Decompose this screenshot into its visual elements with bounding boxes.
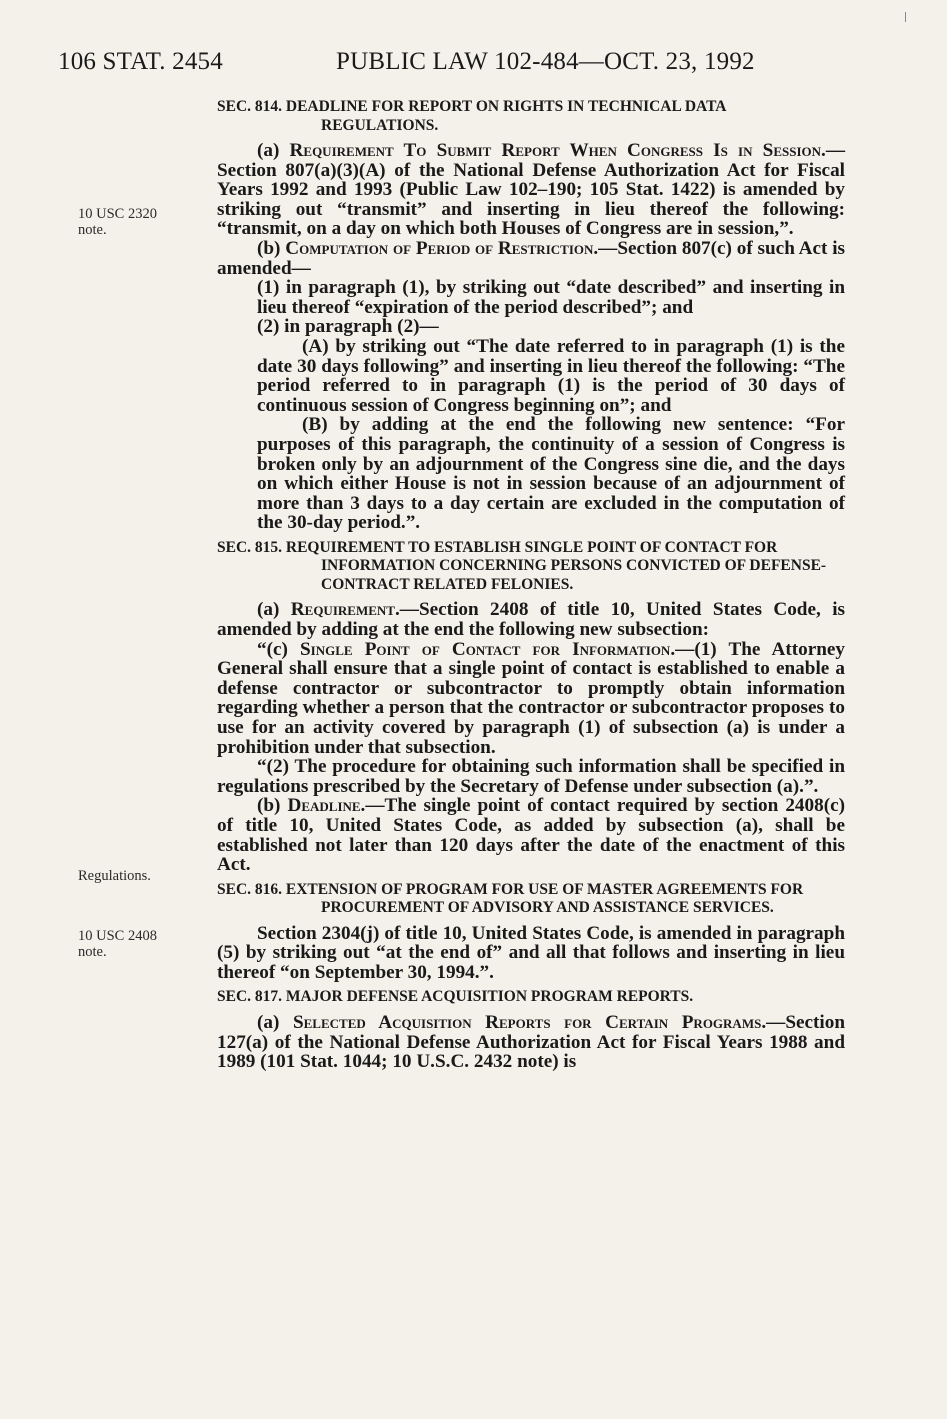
section-814-b-paragraph-2: (2) in paragraph (2)— [257, 316, 439, 338]
subsection-text: —(1) The Attorney General shall ensure that a single point of contact is established to enable a defense contractor or subcontractor to promptly obtain information regarding whether a person that the contractor or subcontractor proposes to use for an activity covered by paragraph (1) of subsection (a) is under a prohibition under that subsection. [217, 638, 846, 758]
margin-note-regulations [78, 868, 151, 884]
subsection-label: (a) [257, 1011, 293, 1033]
subsection-title: Selected Acquisition Reports for Certain Programs. [292, 1011, 767, 1033]
margin-note-citation: 10 USC 2408 [78, 928, 157, 944]
section-815-new-subsection-c [217, 640, 845, 758]
subsection-text: —Section 807(a)(3)(A) of the National Defense Authorization Act for Fiscal Years 1992 and 1993 (Public Law 102–190; 105 Stat. 1422) is amended by striking out “transmit” and inserting in lieu thereof the following: “transmit, on a day on which both Houses of Congress are in session,”. [217, 140, 845, 240]
section-815-subsection-b [217, 796, 845, 874]
subsection-label: “(c) [257, 638, 301, 660]
section-817-subsection-a [217, 1013, 845, 1072]
subsection-title: Requirement To Submit Report When Congress Is in Session. [289, 140, 826, 161]
section-815-c-paragraph-2: “(2) The procedure for obtaining such information shall be specified in regulations prescribed by the Secretary of Defense under subsection (a).”. [217, 756, 845, 797]
subsection-label: (a) [257, 140, 290, 161]
section-814-b-2-subparagraph-b: (B) by adding at the end the following new sentence: “For purposes of this paragraph, the continuity of a session of Congress is broken only by an adjournment of the Congress sine die, and the days on which either House is not in session because of an adjournment of more than 3 days to a day certain are excluded in the computation of the 30-day period.”. [257, 414, 845, 534]
subsection-text: —Section 2408 of title 10, United States Code, is amended by adding at the end the following new subsection: [217, 599, 845, 640]
section-816-text: Section 2304(j) of title 10, United States Code, is amended in paragraph (5) by striking out “at the end of” and all that follows and inserting in lieu thereof “on September 30, 1994.”. [217, 922, 845, 983]
section-815-heading: SEC. 815. REQUIREMENT TO ESTABLISH SINGLE POINT OF CONTACT FOR INFORMATION CONCERNING PERSONS CONVICTED OF DEFENSE-CONTRACT RELATED FELONIES. [217, 538, 827, 593]
document-body [217, 98, 845, 1072]
subsection-title: Deadline. [287, 795, 366, 817]
margin-note-10-usc-2408 [78, 928, 157, 960]
section-815-subsection-a [217, 600, 845, 639]
statute-page-number: 106 STAT. 2454 [58, 48, 223, 75]
section-814-heading: SEC. 814. DEADLINE FOR REPORT ON RIGHTS IN TECHNICAL DATA REGULATIONS. [217, 98, 726, 134]
section-814-b-2-subparagraph-a: (A) by striking out “The date referred to in paragraph (1) is the date 30 days following” and inserting in lieu thereof the following: “The period referred to in paragraph (1) is the period of 30 days of continuous session of Congress beginning on”; and [257, 335, 845, 416]
margin-note-label: Regulations. [78, 868, 151, 884]
subsection-label: (b) [257, 237, 286, 259]
subsection-text: —Section 807(c) of such Act is amended— [217, 237, 845, 279]
section-814-subsection-b [217, 239, 845, 278]
subsection-text: —Section 127(a) of the National Defense Authorization Act for Fiscal Years 1988 and 1989 (101 Stat. 1044; 10 U.S.C. 2432 note) is [217, 1011, 846, 1073]
public-law-citation: PUBLIC LAW 102-484—OCT. 23, 1992 [336, 48, 755, 75]
margin-note-citation: 10 USC 2320 [78, 206, 157, 222]
subsection-text: —The single point of contact required by section 2408(c) of title 10, United States Code, as added by subsection (a), shall be established not later than 120 days after the date of the enactment of this Act. [217, 795, 846, 876]
section-817-heading: SEC. 817. MAJOR DEFENSE ACQUISITION PROGRAM REPORTS. [217, 988, 694, 1006]
section-814-b-paragraph-1: (1) in paragraph (1), by striking out “date described” and inserting in lieu thereof “expiration of the period described”; and [257, 277, 845, 318]
margin-note-10-usc-2320 [78, 206, 157, 238]
subsection-title: Computation of Period of Restriction. [285, 237, 599, 259]
subsection-title: Single Point of Contact for Information. [300, 638, 676, 660]
subsection-label: (a) [257, 599, 291, 621]
section-816-heading: SEC. 816. EXTENSION OF PROGRAM FOR USE OF MASTER AGREEMENTS FOR PROCUREMENT OF ADVISORY AND ASSISTANCE SERVICES. [217, 880, 804, 917]
subsection-title: Requirement. [290, 599, 400, 621]
subsection-label: (b) [257, 795, 288, 817]
scan-mark [905, 12, 906, 22]
margin-note-suffix: note. [78, 222, 107, 238]
margin-note-suffix: note. [78, 944, 107, 960]
section-814-subsection-a [217, 141, 845, 239]
